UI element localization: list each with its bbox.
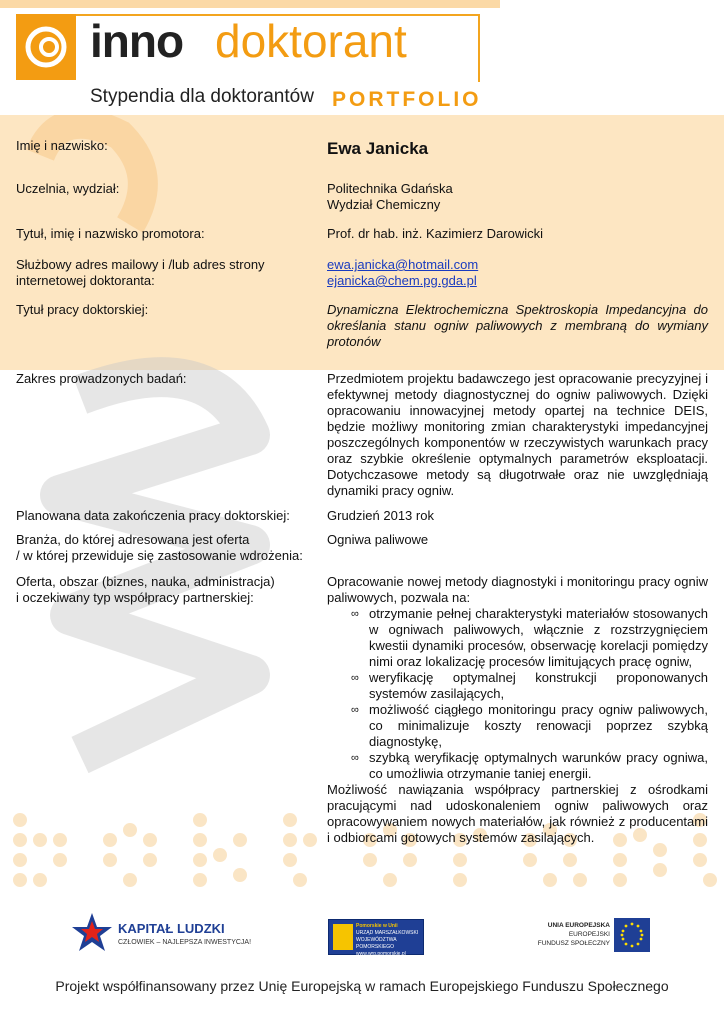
header-top-band [0, 0, 500, 8]
field-label-offer [16, 574, 316, 606]
footer-logos [0, 905, 724, 965]
offer-bullet-list [327, 606, 708, 782]
offer-intro: Opracowanie nowej metody diagnostyki i monitoringu pracy ogniw paliwowych, pozwala na: [327, 574, 708, 605]
list-item [351, 702, 708, 750]
field-label-university: Uczelnia, wydział: [16, 181, 120, 196]
infinity-bullet-icon: ∞ [351, 672, 359, 684]
field-label-offer-line1: Oferta, obszar (biznes, nauka, administracja) [16, 574, 275, 589]
logo-doktorant-text: doktorant [215, 15, 407, 67]
header-subtitle: Stypendia dla doktorantów [90, 86, 314, 107]
field-label-contact [16, 257, 316, 289]
field-label-completion-date: Planowana data zakończenia pracy doktorskiej: [16, 508, 290, 523]
kapital-ludzki-subtitle: CZŁOWIEK – NAJLEPSZA INWESTYCJA! [118, 939, 252, 946]
eu-line3: FUNDUSZ SPOŁECZNY [537, 940, 610, 947]
field-label-thesis-title: Tytuł pracy doktorskiej: [16, 302, 149, 317]
completion-date-value: Grudzień 2013 rok [327, 508, 434, 523]
offer-value [327, 574, 708, 846]
infinity-bullet-icon: ∞ [351, 608, 359, 620]
research-scope-value: Przedmiotem projektu badawczego jest opracowanie precyzyjnej i efektywnej metody diagnostycznej do ogniw paliwowych. Dzięki opracowaniu innowacyjnej metody opartej na technice DEIS, będzie możliwy monitoring zmian charakterystyki impedancyjnej poszczególnych komponentów w rzeczywistych warunkach pracy oraz szybkie określenie optymalnych parametrów eksploatacji. Dotychczasowe metody są długotrwałe oraz nie uwzględniają dynamiki pracy ogniw. [327, 371, 708, 498]
eu-text [520, 921, 610, 948]
eu-flag-icon [614, 918, 650, 952]
bullet-text: możliwość ciągłego monitoringu pracy ogniw paliwowych, co minimalizuje koszty renowacji poprzez szybką diagnostykę, [369, 702, 708, 749]
offer-outro: Możliwość nawiązania współpracy partnerskiej z ośrodkami pracującymi nad udoskonaleniem ogniw paliwowych oraz opracowywaniem nowych materiałów, jak również z producentami i odbiorcami gotowych systemów zasilających. [327, 782, 708, 845]
field-label-research-scope: Zakres prowadzonych badań: [16, 371, 187, 386]
pomorskie-emblem-icon [333, 924, 353, 950]
faculty-name: Wydział Chemiczny [327, 197, 441, 212]
decorative-swirl-icon [0, 115, 360, 815]
header [0, 0, 724, 115]
doctoral-candidate-name: Ewa Janicka [327, 139, 429, 158]
thesis-title-value: Dynamiczna Elektrochemiczna Spektroskopia Impedancyjna do określania stanu ogniw paliwowych z membraną do wymiany protonów [327, 302, 708, 349]
field-label-industry [16, 532, 316, 564]
portfolio-label: PORTFOLIO [332, 88, 482, 111]
university-value [327, 181, 708, 213]
field-label-offer-line2: i oczekiwany typ współpracy partnerskiej: [16, 590, 254, 605]
field-label-supervisor: Tytuł, imię i nazwisko promotora: [16, 226, 205, 241]
contact-links [327, 257, 708, 289]
bullet-text: weryfikację optymalnej konstrukcji proponowanych systemów zasilających, [369, 670, 708, 701]
list-item [351, 750, 708, 782]
email-link-chem[interactable]: ejanicka@chem.pg.gda.pl [327, 273, 477, 288]
kapital-ludzki-title: KAPITAŁ LUDZKI [118, 921, 225, 936]
logo-inno-text: inno [90, 15, 184, 67]
field-label-name: Imię i nazwisko: [16, 138, 108, 153]
footer-funding-text: Projekt współfinansowany przez Unię Europejską w ramach Europejskiego Funduszu Społecznego [55, 978, 669, 994]
innodoktorant-logo-icon [16, 14, 76, 80]
pomorskie-logo [328, 919, 424, 955]
list-item [351, 670, 708, 702]
field-label-industry-line1: Branża, do której adresowana jest oferta [16, 532, 250, 547]
pomorskie-line4: www.wrp.pomorskie.pl [356, 951, 406, 957]
pomorskie-line3: WOJEWÓDZTWA POMORSKIEGO [356, 937, 397, 950]
field-label-contact-line2: internetowej doktoranta: [16, 273, 155, 288]
kapital-ludzki-star-icon [70, 911, 114, 955]
bullet-text: otrzymanie pełnej charakterystyki materiałów stosowanych w ogniwach paliwowych, włącznie z rozstrzygnięciem kwestii dynamiki procesów, obserwację korelacji pomiędzy nimi oraz lokalizację procesów limitujących pracę ogniw, [369, 606, 708, 669]
industry-value: Ogniwa paliwowe [327, 532, 429, 547]
field-label-industry-line2: / w której przewiduje się zastosowanie wdrożenia: [16, 548, 303, 563]
pomorskie-line1: Pomorskie w Unii [356, 923, 398, 929]
pomorskie-text [356, 923, 423, 958]
field-label-contact-line1: Służbowy adres mailowy i /lub adres strony [16, 257, 265, 272]
infinity-bullet-icon: ∞ [351, 752, 359, 764]
supervisor-value: Prof. dr hab. inż. Kazimierz Darowicki [327, 226, 544, 241]
eu-line1: UNIA EUROPEJSKA [547, 922, 610, 929]
eu-line2: EUROPEJSKI [568, 931, 610, 938]
pomorskie-line2: URZĄD MARSZAŁKOWSKI [356, 930, 419, 936]
infinity-bullet-icon: ∞ [351, 704, 359, 716]
bullet-text: szybką weryfikację optymalnych warunków pracy ogniwa, co umożliwia otrzymanie taniej energii. [369, 750, 708, 781]
university-name: Politechnika Gdańska [327, 181, 453, 196]
email-link-hotmail[interactable]: ewa.janicka@hotmail.com [327, 257, 479, 272]
list-item [351, 606, 708, 670]
